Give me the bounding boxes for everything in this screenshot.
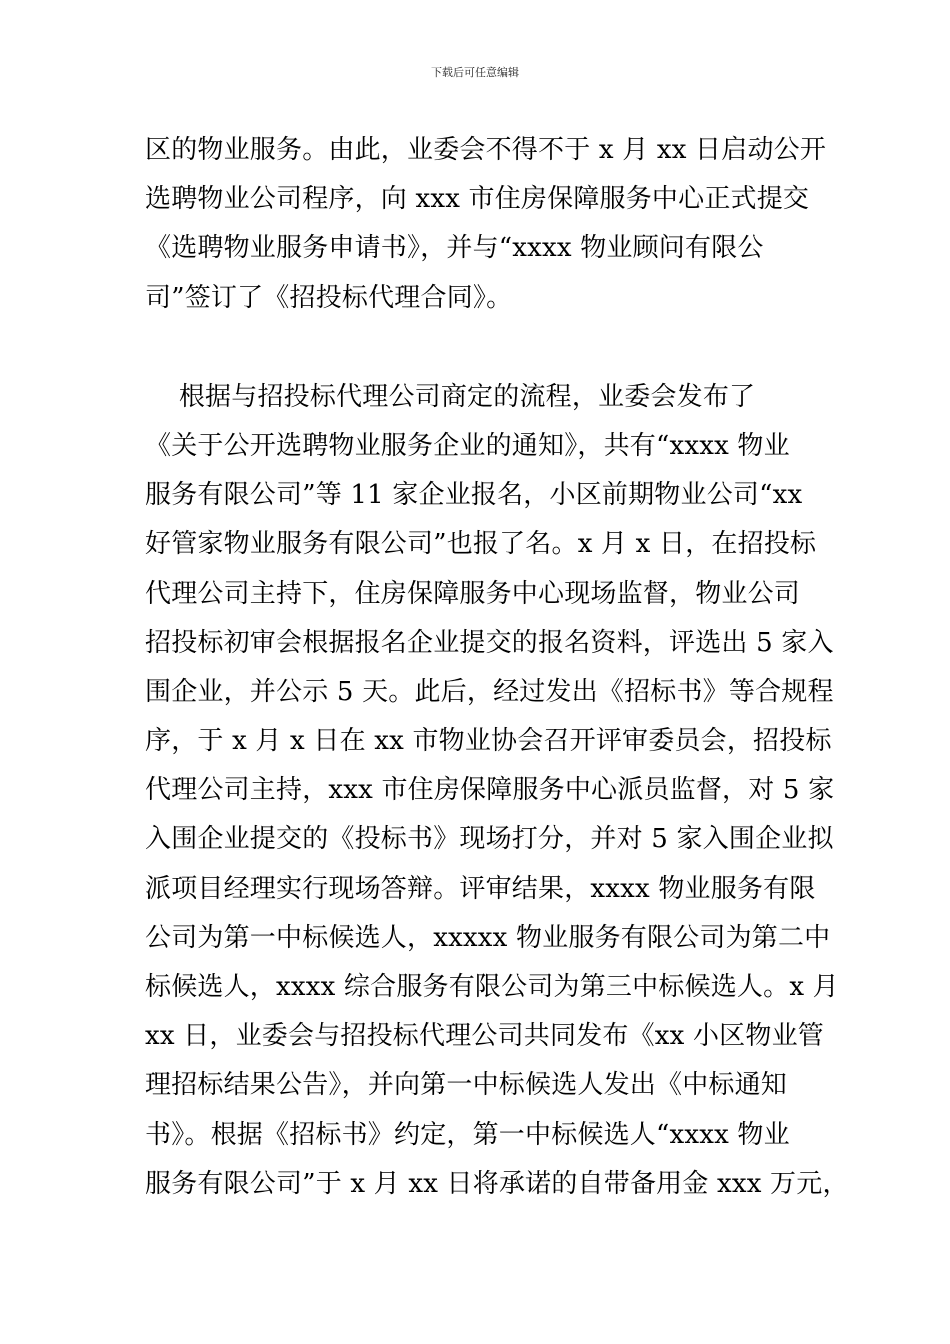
- text-line: xx 日，业委会与招投标代理公司共同发布《xx 小区物业管: [145, 1021, 824, 1052]
- text-line: 理招标结果公告》，并向第一中标候选人发出《中标通知: [145, 1070, 788, 1101]
- text-line: 公司为第一中标候选人，xxxxx 物业服务有限公司为第二中: [145, 922, 831, 953]
- text-line: 派项目经理实行现场答辩。评审结果，xxxx 物业服务有限: [145, 873, 816, 904]
- text-line: 代理公司主持，xxx 市住房保障服务中心派员监督，对 5 家: [145, 775, 835, 806]
- text-line: 标候选人，xxxx 综合服务有限公司为第三中标候选人。x 月: [145, 972, 839, 1002]
- text-line: 招投标初审会根据报名企业提交的报名资料，评选出 5 家入: [145, 627, 834, 658]
- text-line: 服务有限公司”于 x 月 xx 日将承诺的自带备用金 xxx 万元，: [145, 1168, 849, 1199]
- text-line: 序，于 x 月 x 日在 xx 市物业协会召开评审委员会，招投标: [145, 726, 832, 757]
- paragraph-2: [145, 373, 849, 1209]
- page-header: 下载后可任意编辑: [431, 66, 519, 79]
- text-line: 围企业，并公示 5 天。此后，经过发出《招标书》等合规程: [145, 676, 834, 707]
- paragraph-1: [145, 126, 825, 323]
- text-line: 代理公司主持下，住房保障服务中心现场监督，物业公司: [145, 578, 801, 609]
- paragraph-gap: [145, 323, 825, 373]
- text-line: 服务有限公司”等 11 家企业报名，小区前期物业公司“xx: [145, 480, 803, 511]
- text-line: 司”签订了《招投标代理合同》。: [145, 282, 513, 313]
- document-body: [145, 126, 849, 1209]
- text-line: 区的物业服务。由此，业委会不得不于 x 月 xx 日启动公开: [145, 135, 827, 165]
- text-line: 根据与招投标代理公司商定的流程，业委会发布了: [145, 381, 756, 412]
- text-line: 《选聘物业服务申请书》，并与“xxxx 物业顾问有限公: [145, 233, 764, 264]
- text-line: 入围企业提交的《投标书》现场打分，并对 5 家入围企业拟: [145, 824, 834, 855]
- text-line: 《关于公开选聘物业服务企业的通知》，共有“xxxx 物业: [145, 430, 790, 461]
- text-line: 好管家物业服务有限公司”也报了名。x 月 x 日，在招投标: [145, 529, 817, 560]
- text-line: 书》。根据《招标书》约定，第一中标候选人“xxxx 物业: [145, 1119, 790, 1150]
- text-line: 选聘物业公司程序，向 xxx 市住房保障服务中心正式提交: [145, 184, 810, 215]
